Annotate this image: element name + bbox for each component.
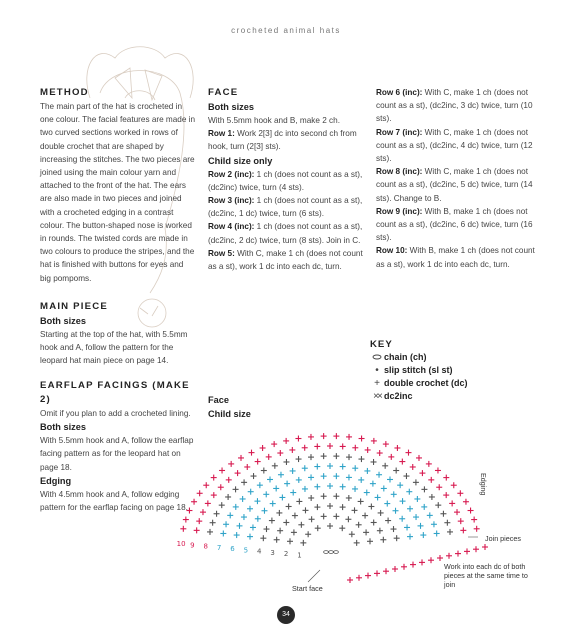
key-item-chain: chain (ch)	[370, 351, 468, 364]
row7: Row 7 (inc): With C, make 1 ch (does not count as a st), (dc2inc, 4 dc) twice, turn (12 sts).	[376, 127, 533, 164]
row-number-label: 8	[203, 542, 208, 551]
row-number-label: 6	[230, 545, 235, 554]
dc2inc-icon: ××	[373, 391, 381, 402]
left-column	[40, 86, 196, 285]
page-number: 34	[277, 606, 295, 624]
face-row5: Row 5: With C, make 1 ch (does not count as a st), work 1 dc into each dc, turn.	[208, 248, 363, 272]
face-row3: Row 3 (inc): 1 ch (does not count as a st), (dc2inc, 1 dc) twice, turn (6 sts).	[208, 196, 363, 219]
row6: Row 6 (inc): With C, make 1 ch (does not count as a st), (dc2inc, 3 dc) twice, turn (10 sts).	[376, 88, 533, 124]
face-row2: Row 2 (inc): 1 ch (does not count as a st), (dc2inc) twice, turn (4 sts).	[208, 169, 363, 192]
rows-continued	[376, 86, 536, 271]
main-piece-heading: MAIN PIECE	[40, 301, 108, 312]
face-row1: Row 1: Work 2[3] dc into second ch from hook, turn (2[3] sts).	[208, 129, 357, 152]
main-piece-subheading: Both sizes	[40, 316, 86, 326]
start-face-label: Start face	[292, 584, 323, 593]
chart-heading-block	[208, 393, 308, 421]
row10: Row 10: With B, make 1 ch (does not count as a st), work 1 dc into each dc, turn.	[376, 246, 535, 269]
edging-label: Edging	[479, 473, 488, 496]
row-number-label: 7	[216, 543, 222, 552]
main-piece-body: Starting at the top of the hat, with 5.5mm hook and A, follow the pattern for the leopard hat main piece on page 14.	[40, 330, 188, 366]
chain-stitch-mark	[334, 551, 339, 554]
earflap-subheading-edging: Edging	[40, 475, 72, 486]
row-number-label: 3	[270, 548, 275, 557]
earflap-intro: Omit if you plan to add a crocheted lining.	[40, 409, 191, 418]
work-into-note: Work into each dc of both pieces at the same time to join	[444, 562, 528, 589]
earflap-body1: With 5.5mm hook and A, follow the earflap facing pattern as for the leopard hat on page 18.	[40, 436, 194, 472]
face-heading: FACE	[208, 87, 239, 98]
slip-stitch-icon: •	[375, 365, 379, 376]
join-pieces-label: Join pieces	[485, 534, 521, 543]
face-row4: Row 4 (inc): 1 ch (does not count as a st), (dc2inc, 2 dc) twice, turn (8 sts). Join in C.	[208, 222, 363, 245]
earflap-section	[40, 379, 200, 514]
chart-subheading: Child size	[208, 409, 251, 419]
chart-heading: Face	[208, 395, 229, 405]
face-line1: With 5.5mm hook and B, make 2 ch.	[208, 116, 340, 125]
stitch-key	[370, 338, 468, 403]
face-subheading-both: Both sizes	[208, 102, 254, 112]
key-item-dc2inc: ×× dc2inc	[370, 390, 468, 403]
start-pointer	[308, 570, 320, 582]
face-section	[208, 86, 366, 273]
earflap-heading: EARFLAP FACINGS (MAKE 2)	[40, 380, 190, 405]
row-number-label: 4	[257, 547, 262, 556]
key-item-slip-stitch: • slip stitch (sl st)	[370, 364, 468, 377]
running-head: crocheted animal hats	[231, 26, 341, 35]
method-body: The main part of the hat is crocheted in one colour. The facial features are made in two curved sections worked in rows of double crochet that are shaped by increasing the stitches. The two pieces are joined using the main colour yarn and attached to the front of the hat. The ears are also made in two pieces and joined with a crocheted edging in a contrast colour. The button-shaped nose is worked in rounds. The twisted cords are made in two colours to produce the stripes, and the hat is finished with buttons for eyes and big pompoms.	[40, 102, 196, 283]
row-number-label: 9	[190, 541, 195, 550]
face-subheading-child: Child size only	[208, 155, 273, 166]
row9: Row 9 (inc): With B, make 1 ch (does not count as a st), (dc2inc, 6 dc) twice, turn (16 sts).	[376, 206, 533, 243]
key-title: KEY	[370, 339, 393, 350]
key-item-double-crochet: + double crochet (dc)	[370, 377, 468, 390]
row-number-label: 2	[283, 550, 289, 559]
chain-stitch-mark	[329, 551, 334, 554]
double-crochet-icon: +	[374, 378, 380, 389]
row-number-label: 5	[243, 546, 249, 555]
row8: Row 8 (inc): With C, make 1 ch (does not count as a st), (dc2inc, 5 dc) twice, turn (14 sts). Change to B.	[376, 167, 533, 203]
earflap-subheading-both: Both sizes	[40, 422, 86, 433]
main-piece-section	[40, 300, 200, 368]
earflap-body2: With 4.5mm hook and A, follow edging pattern for the earflap facing on page 18.	[40, 489, 188, 513]
row-number-label: 10	[176, 540, 186, 549]
chain-stitch-mark	[324, 551, 329, 554]
chain-icon	[370, 351, 384, 364]
method-heading: METHOD	[40, 87, 89, 98]
row-number-label: 1	[297, 551, 302, 560]
